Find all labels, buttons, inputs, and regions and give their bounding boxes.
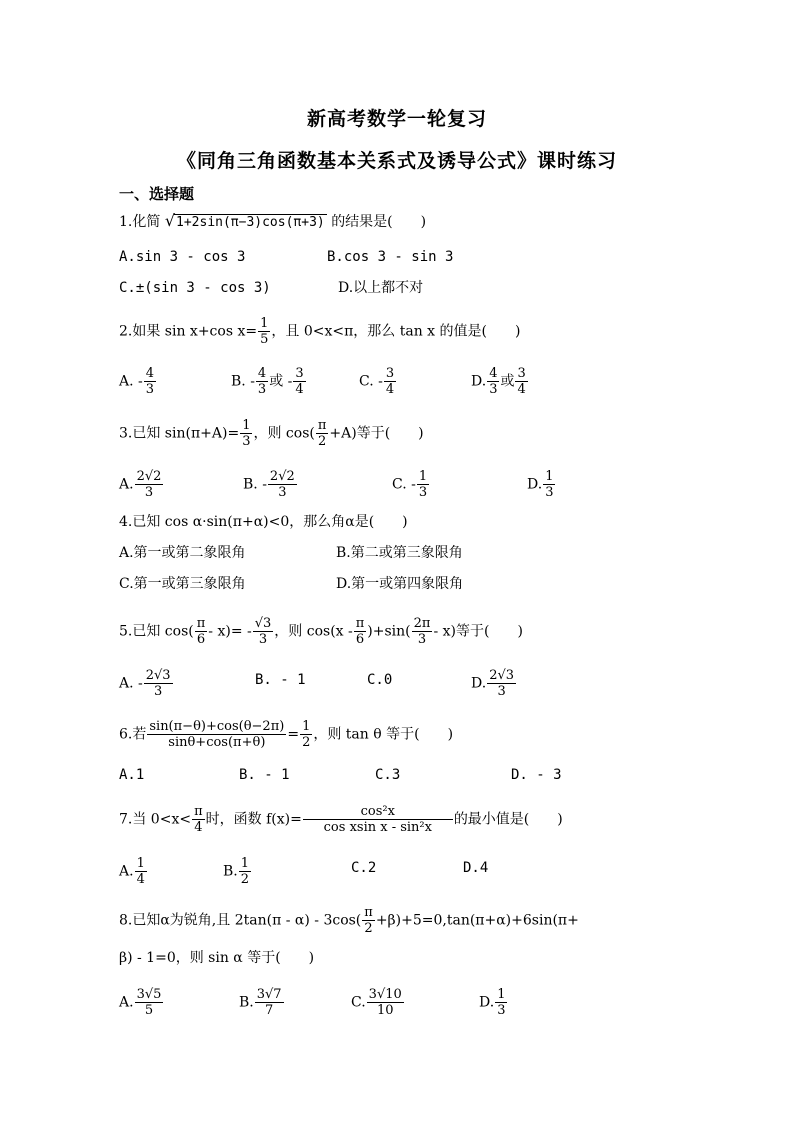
q8-a-pre: A. bbox=[119, 994, 134, 1011]
q1-option-a: A.sin 3 - cos 3 bbox=[119, 249, 246, 265]
q2-c-pre: C. - bbox=[359, 373, 383, 390]
q5-suffix: - x)等于( ) bbox=[433, 623, 523, 640]
q2-a-pre: A. - bbox=[119, 373, 143, 390]
q3-prefix: 3.已知 sin(π+A)= bbox=[119, 425, 240, 442]
q5-mid2: ，则 cos(x - bbox=[274, 623, 353, 640]
q2-d-num2: 3 bbox=[517, 366, 526, 381]
q8-d-frac bbox=[495, 987, 507, 1018]
q4-option-a: A.第一或第二象限角 bbox=[119, 545, 246, 561]
q3-pi-frac bbox=[316, 418, 329, 449]
q5-pi2-den: 6 bbox=[355, 632, 365, 647]
q6-eq: = bbox=[287, 726, 300, 743]
q1-radicand: 1+2sin(π−3)cos(π+3) bbox=[176, 215, 325, 230]
q7-big-num: cos²x bbox=[303, 804, 453, 820]
q3-c-den: 3 bbox=[418, 485, 428, 500]
q2-d-den1: 3 bbox=[489, 382, 498, 397]
question-8-line2: β) - 1=0，则 sin α 等于( ) bbox=[119, 950, 315, 966]
q7-b-pre: B. bbox=[223, 863, 238, 880]
q5-a-frac bbox=[144, 668, 173, 699]
q1-option-c: C.±(sin 3 - cos 3) bbox=[119, 280, 271, 296]
q8-a-frac bbox=[135, 987, 164, 1018]
question-7 bbox=[119, 804, 563, 835]
q6-option-a: A.1 bbox=[119, 767, 145, 783]
q3-frac-den: 3 bbox=[242, 434, 251, 449]
q4-option-d: D.第一或第四象限角 bbox=[336, 576, 464, 592]
q2-suffix: ，且 0<x<π，那么 tan x 的值是( ) bbox=[271, 323, 521, 340]
q7-option-c: C.2 bbox=[351, 860, 377, 876]
q2-d-pre: D. bbox=[471, 373, 487, 390]
q6-frac-num: 1 bbox=[302, 719, 311, 734]
question-8 bbox=[119, 905, 579, 936]
q8-pi-num: π bbox=[364, 905, 373, 920]
q2-frac-num: 1 bbox=[260, 316, 269, 331]
q7-b-num: 1 bbox=[240, 856, 250, 871]
q5-d-pre: D. bbox=[471, 675, 487, 692]
q2-b-num2: 3 bbox=[295, 366, 304, 381]
q8-pi-den: 2 bbox=[364, 921, 373, 936]
q5-a-pre: A. - bbox=[119, 675, 143, 692]
q2-b-num1: 4 bbox=[257, 366, 267, 381]
q2-a-num: 4 bbox=[145, 366, 155, 381]
q8-c-pre: C. bbox=[351, 994, 366, 1011]
q3-b-den: 3 bbox=[278, 485, 287, 500]
question-1 bbox=[119, 211, 426, 232]
q5-option-c: C.0 bbox=[367, 672, 393, 688]
q7-a-num: 1 bbox=[136, 856, 145, 871]
q3-a-den: 3 bbox=[144, 485, 154, 500]
q8-d-pre: D. bbox=[479, 994, 495, 1011]
q8-suffix: +β)+5=0,tan(π+α)+6sin(π+ bbox=[375, 912, 579, 929]
q2-a-frac bbox=[144, 366, 156, 397]
q6-big-den: sinθ+cos(π+θ) bbox=[168, 735, 266, 750]
q2-b-mid: 或 - bbox=[269, 373, 293, 390]
q7-a-den: 4 bbox=[136, 872, 145, 887]
q3-b-pre: B. - bbox=[243, 476, 267, 493]
q8-c-num: 3√10 bbox=[368, 987, 402, 1002]
q3-b-num: 2√2 bbox=[269, 469, 295, 484]
question-5 bbox=[119, 616, 523, 647]
q3-d-pre: D. bbox=[527, 476, 543, 493]
q8-c-frac bbox=[367, 987, 404, 1018]
q7-b-den: 2 bbox=[240, 872, 250, 887]
q3-a-frac bbox=[135, 469, 164, 500]
question-3 bbox=[119, 418, 424, 449]
q3-c-frac bbox=[417, 469, 429, 500]
q2-fraction bbox=[258, 316, 270, 347]
q2-d-frac2 bbox=[515, 366, 527, 397]
q1-option-d: D.以上都不对 bbox=[338, 280, 424, 296]
q3-option-c bbox=[392, 469, 430, 500]
q6-option-b: B. - 1 bbox=[239, 767, 290, 783]
q7-pi-den: 4 bbox=[194, 820, 203, 835]
q3-frac bbox=[240, 418, 252, 449]
q7-prefix: 7.当 0<x< bbox=[119, 811, 192, 828]
q8-prefix: 8.已知α为锐角,且 2tan(π - α) - 3cos( bbox=[119, 912, 362, 929]
q3-pi-den: 2 bbox=[317, 434, 327, 449]
q3-d-num: 1 bbox=[545, 469, 554, 484]
q2-c-num: 3 bbox=[385, 366, 395, 381]
q7-b-frac bbox=[239, 856, 251, 887]
q2-option-d bbox=[471, 366, 529, 397]
q3-mid: ，则 cos( bbox=[253, 425, 315, 442]
q1-prefix: 1.化简 bbox=[119, 214, 161, 230]
q5-mid3: )+sin( bbox=[367, 623, 411, 640]
q3-c-pre: C. - bbox=[392, 476, 416, 493]
q7-a-frac bbox=[135, 856, 147, 887]
q3-pi-num: π bbox=[317, 418, 327, 433]
q6-prefix: 6.若 bbox=[119, 726, 147, 743]
q5-pi2-frac bbox=[354, 616, 367, 647]
q6-suffix: ，则 tan θ 等于( ) bbox=[313, 726, 454, 743]
q7-option-a bbox=[119, 856, 148, 887]
q3-a-pre: A. bbox=[119, 476, 134, 493]
q8-option-c bbox=[351, 987, 405, 1018]
q5-option-b: B. - 1 bbox=[255, 672, 306, 688]
q2-d-mid: 或 bbox=[500, 373, 515, 390]
q5-pi3-frac bbox=[412, 616, 433, 647]
q2-d-frac1 bbox=[487, 366, 499, 397]
q7-pi-frac bbox=[192, 804, 205, 835]
q3-a-num: 2√2 bbox=[136, 469, 162, 484]
q6-big-frac bbox=[147, 719, 286, 750]
q7-mid: 时，函数 f(x)= bbox=[205, 811, 302, 828]
q5-mid1: - x)= - bbox=[208, 623, 252, 640]
q2-b-pre: B. - bbox=[231, 373, 255, 390]
q2-b-den1: 3 bbox=[257, 382, 267, 397]
q5-pi-num: π bbox=[196, 616, 206, 631]
q7-option-d: D.4 bbox=[463, 860, 489, 876]
q7-suffix: 的最小值是( ) bbox=[453, 811, 563, 828]
q6-option-d: D. - 3 bbox=[511, 767, 562, 783]
q2-b-frac2 bbox=[293, 366, 305, 397]
q7-pi-num: π bbox=[194, 804, 203, 819]
q7-option-b bbox=[223, 856, 252, 887]
q8-option-d bbox=[479, 987, 508, 1018]
q3-option-d bbox=[527, 469, 556, 500]
q2-d-den2: 4 bbox=[517, 382, 526, 397]
doc-subtitle: 《同角三角函数基本关系式及诱导公式》课时练习 bbox=[176, 150, 617, 172]
q5-option-a bbox=[119, 668, 174, 699]
q8-a-den: 5 bbox=[144, 1003, 154, 1018]
q2-option-c bbox=[359, 366, 397, 397]
q2-c-frac bbox=[384, 366, 396, 397]
q1-option-b: B.cos 3 - sin 3 bbox=[327, 249, 454, 265]
q6-frac bbox=[300, 719, 312, 750]
q2-c-den: 4 bbox=[385, 382, 395, 397]
q8-a-num: 3√5 bbox=[136, 987, 162, 1002]
q8-b-num: 3√7 bbox=[256, 987, 282, 1002]
q3-suffix: +A)等于( ) bbox=[329, 425, 424, 442]
q7-a-pre: A. bbox=[119, 863, 134, 880]
q8-d-den: 3 bbox=[497, 1003, 506, 1018]
q8-b-frac bbox=[255, 987, 284, 1018]
q5-root-den: 3 bbox=[258, 632, 268, 647]
q3-d-frac bbox=[543, 469, 555, 500]
q7-big-den: cos xsin x - sin²x bbox=[323, 820, 432, 835]
q5-a-num: 2√3 bbox=[145, 668, 171, 683]
q2-b-den2: 4 bbox=[295, 382, 304, 397]
q8-d-num: 1 bbox=[497, 987, 506, 1002]
q5-pi-frac bbox=[195, 616, 208, 647]
q7-big-frac bbox=[303, 804, 453, 835]
q2-prefix: 2.如果 sin x+cos x= bbox=[119, 323, 258, 340]
q5-pi2-num: π bbox=[355, 616, 365, 631]
radical-sign: √ bbox=[164, 211, 176, 230]
question-4: 4.已知 cos α·sin(π+α)<0，那么角α是( ) bbox=[119, 514, 408, 530]
q5-pi3-num: 2π bbox=[413, 616, 431, 631]
q5-d-num: 2√3 bbox=[489, 668, 515, 683]
q6-frac-den: 2 bbox=[302, 735, 311, 750]
q8-b-den: 7 bbox=[265, 1003, 274, 1018]
q8-pi-frac bbox=[362, 905, 375, 936]
doc-title: 新高考数学一轮复习 bbox=[306, 108, 487, 130]
q3-option-b bbox=[243, 469, 298, 500]
q8-option-a bbox=[119, 987, 164, 1018]
q2-b-frac1 bbox=[256, 366, 268, 397]
question-6 bbox=[119, 719, 453, 750]
q4-option-b: B.第二或第三象限角 bbox=[336, 545, 463, 561]
q5-prefix: 5.已知 cos( bbox=[119, 623, 194, 640]
q2-frac-den: 5 bbox=[260, 332, 269, 347]
q8-b-pre: B. bbox=[239, 994, 254, 1011]
section-heading: 一、选择题 bbox=[119, 185, 195, 203]
q8-option-b bbox=[239, 987, 285, 1018]
q2-option-a bbox=[119, 366, 157, 397]
q5-pi-den: 6 bbox=[196, 632, 206, 647]
q1-suffix: 的结果是( ) bbox=[331, 214, 427, 230]
q6-big-num: sin(π−θ)+cos(θ−2π) bbox=[149, 719, 285, 734]
q6-option-c: C.3 bbox=[375, 767, 401, 783]
q3-frac-num: 1 bbox=[242, 418, 251, 433]
q3-c-num: 1 bbox=[418, 469, 428, 484]
q5-option-d bbox=[471, 668, 517, 699]
q3-option-a bbox=[119, 469, 164, 500]
q2-a-den: 3 bbox=[145, 382, 155, 397]
q5-root-num: √3 bbox=[254, 616, 272, 631]
q2-option-b bbox=[231, 366, 307, 397]
q5-d-frac bbox=[487, 668, 516, 699]
q2-d-num1: 4 bbox=[489, 366, 498, 381]
q5-a-den: 3 bbox=[154, 684, 163, 699]
q5-root-frac bbox=[253, 616, 274, 647]
q3-d-den: 3 bbox=[545, 485, 554, 500]
q5-d-den: 3 bbox=[497, 684, 506, 699]
q8-c-den: 10 bbox=[376, 1003, 394, 1018]
q5-pi3-den: 3 bbox=[417, 632, 427, 647]
question-2 bbox=[119, 316, 520, 347]
q3-b-frac bbox=[268, 469, 297, 500]
q4-option-c: C.第一或第三象限角 bbox=[119, 576, 246, 592]
